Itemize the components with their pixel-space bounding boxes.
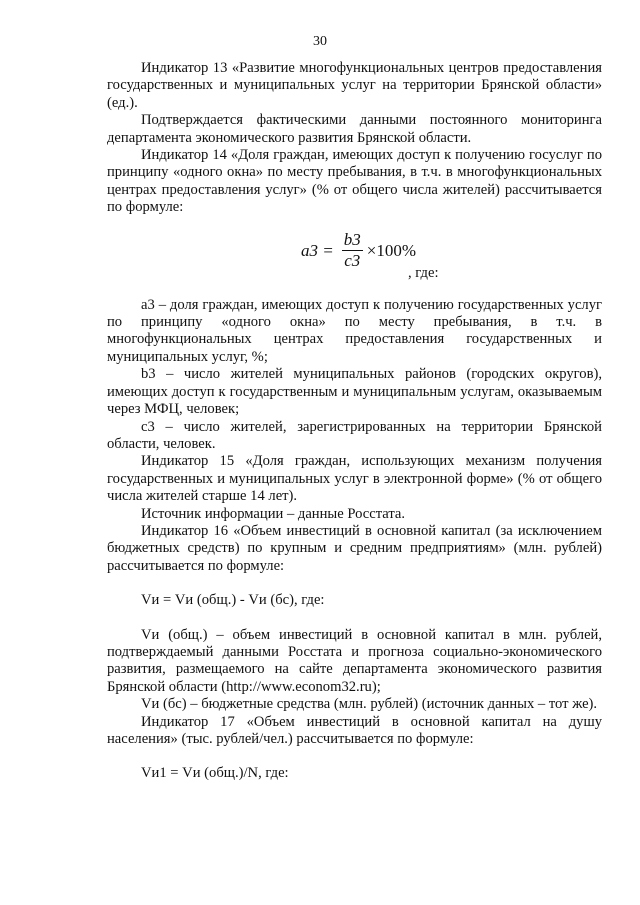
definition-a3: a3 – доля граждан, имеющих доступ к получению государственных услуг по принципу «одного окна» по месту пребывания, в т.ч. в многофункциональных центрах предоставления государственных и муниципальных услуг, %; [107,296,602,365]
paragraph-monitoring: Подтверждается фактическими данными постоянного мониторинга департамента экономического развития Брянской области. [107,112,602,146]
paragraph-indicator-15: Индикатор 15 «Доля граждан, использующих механизм получения государственных и муниципальных услуг в электронной форме» (% от общего числа жителей старше 14 лет). [107,453,602,505]
definition-b3: b3 – число жителей муниципальных районов (городских округов), имеющих доступ к государственным и муниципальным услугам, оказываемым через МФЦ, человек; [107,366,602,418]
formula-vi: Vи = Vи (общ.) - Vи (бс), где: [141,592,325,609]
formula-a3 [107,217,602,287]
formula-lhs: a3 = [301,240,334,260]
paragraph-indicator-14: Индикатор 14 «Доля граждан, имеющих доступ к получению госуслуг по принципу «одного окна» по месту пребывания, в т.ч. в многофункциональных центрах предоставления услуг» (% от общего числа жителей) рассчитывается по формуле: [107,147,602,216]
definition-vi-total: Vи (общ.) – объем инвестиций в основной капитал в млн. рублей, подтверждаемый данными Росстата и прогноза социально-экономического развития, размещаемого на сайте департамента экономического развития Брянской области (http://www.econom32.ru); [107,626,602,695]
definition-vi-budget: Vи (бс) – бюджетные средства (млн. рублей) (источник данных – тот же). [141,696,598,713]
formula-rhs: ×100% [366,240,416,260]
fraction-denominator: c3 [344,251,361,271]
paragraph-indicator-17: Индикатор 17 «Объем инвестиций в основной капитал на душу населения» (тыс. рублей/чел.) рассчитывается по формуле: [107,713,602,747]
definition-c3: c3 – число жителей, зарегистрированных на территории Брянской области, человек. [107,418,602,452]
fraction-numerator: b3 [343,230,361,250]
paragraph-indicator-13: Индикатор 13 «Развитие многофункциональных центров предоставления государственных и муниципальных услуг на территории Брянской области» (ед.). [107,60,602,111]
formula-vi1: Vи1 = Vи (общ.)/N, где: [141,765,289,782]
fraction [342,230,363,271]
fraction-formula [301,229,416,273]
page-number: 30 [313,34,327,49]
paragraph-indicator-16: Индикатор 16 «Объем инвестиций в основной капитал (за исключением бюджетных средств) по крупным и средним предприятиям» (млн. рублей) рассчитывается по формуле: [107,522,602,574]
paragraph-source: Источник информации – данные Росстата. [141,505,406,522]
document-body [107,60,602,783]
formula-suffix: , где: [408,264,439,281]
